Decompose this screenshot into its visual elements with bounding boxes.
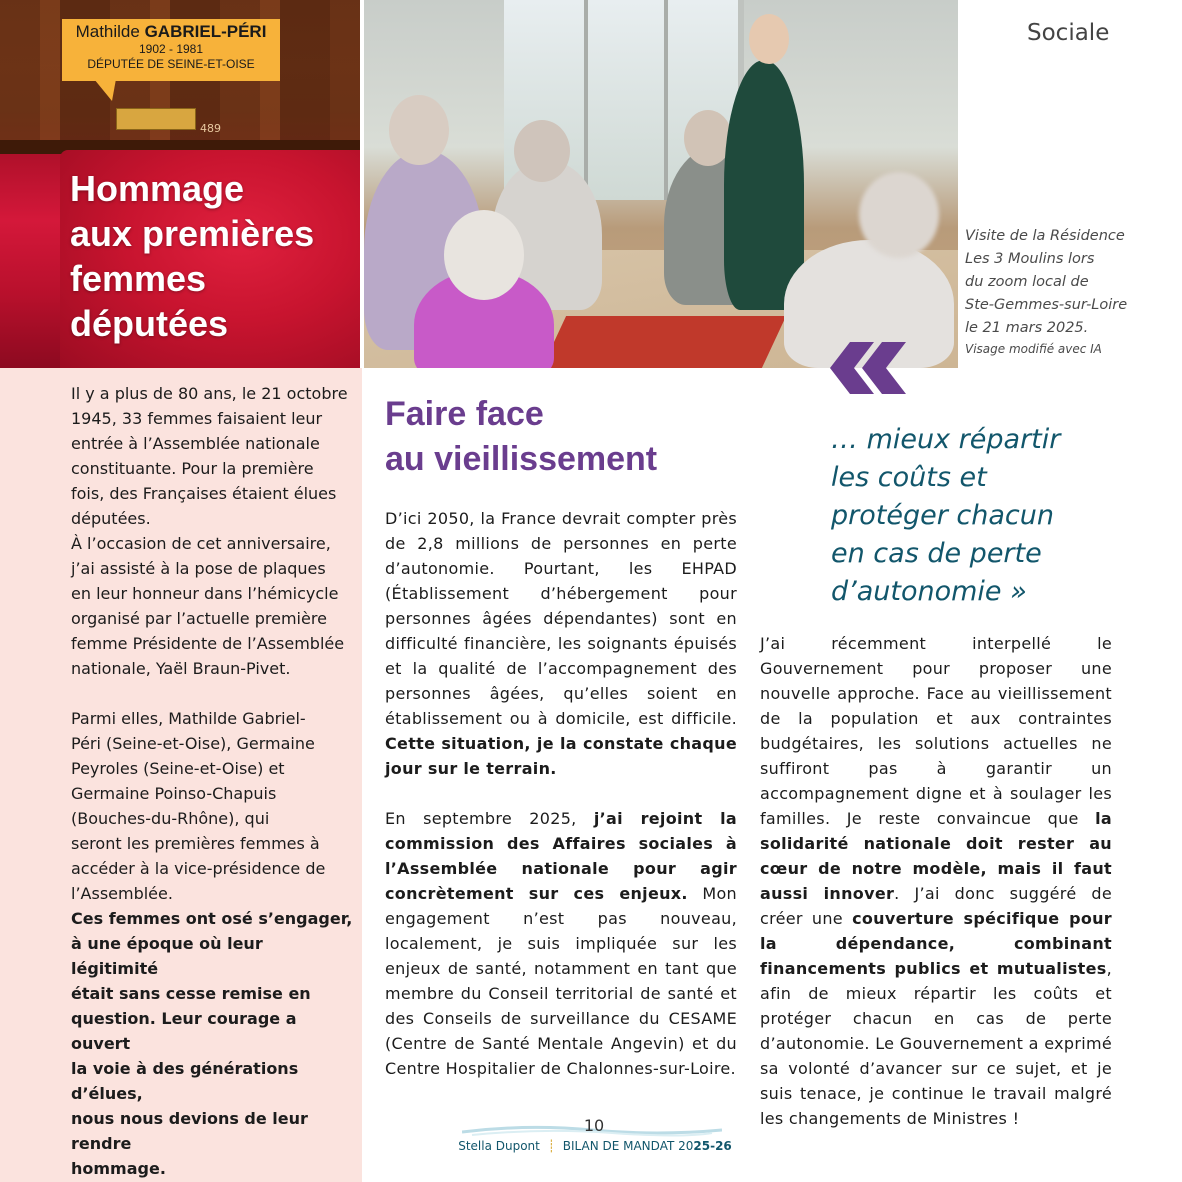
caption-line: le 21 mars 2025.: [965, 320, 1089, 336]
callout-last-name: GABRIEL-PÉRI: [144, 22, 267, 41]
title-line: aux premières: [70, 213, 315, 254]
resident-head: [514, 120, 570, 182]
body-line: 1945, 33 femmes faisaient leur: [71, 409, 323, 428]
body-text: D’ici 2050, la France devrait compter près de 2,8 millions de personnes en perte d’autonomie. Pourtant, les EHPAD (Établissement d’hébergement pour personnes âgées dépendantes) sont en difficulté financière, les soignants épuisés et la qualité de l’accompagnement des personnes âgées, qu’elles soient en établissement ou à domicile, est difficile.: [385, 509, 737, 728]
footer-separator: ┊: [547, 1139, 555, 1153]
body-text: . J’ai donc suggéré de créer une: [760, 884, 1113, 928]
bold-line: hommage.: [71, 1159, 166, 1178]
residence-visit-photo: [364, 0, 958, 368]
body-bold: Cette situation, je la constate chaque jour sur le terrain.: [385, 734, 737, 778]
caption-line: du zoom local de: [965, 274, 1089, 290]
bold-line: la voie à des générations d’élues,: [71, 1059, 299, 1103]
quote-line: … mieux répartir: [831, 424, 1061, 455]
title-line: au vieillissement: [385, 440, 658, 478]
vieillissement-title: [385, 392, 725, 482]
hommage-title: [70, 166, 350, 346]
honor-plaque: [116, 108, 196, 130]
title-line: Faire face: [385, 395, 544, 433]
footer-doc-year: 25-26: [693, 1139, 732, 1153]
resident-head: [389, 95, 449, 165]
bold-line: nous nous devions de leur rendre: [71, 1109, 308, 1153]
body-line: en leur honneur dans l’hémicycle: [71, 584, 339, 603]
vieillissement-body: [385, 506, 737, 1081]
callout-years: 1902 - 1981: [138, 42, 204, 56]
body-line: députées.: [71, 509, 151, 528]
body-line: Il y a plus de 80 ans, le 21 octobre: [71, 384, 348, 403]
quote-mark-icon: [830, 342, 912, 394]
resident-head: [444, 210, 524, 300]
body-line: Peyroles (Seine-et-Oise) et: [71, 759, 285, 778]
body-text: En septembre 2025,: [385, 809, 577, 828]
caption-line: Les 3 Moulins lors: [965, 251, 1095, 267]
callout-role: DÉPUTÉE DE SEINE-ET-OISE: [87, 57, 255, 71]
body-bold: j’ai rejoint la commission des Affaires sociales à l’Assemblée nationale pour agir concrètement sur ces enjeux.: [385, 809, 737, 903]
body-line: constituante. Pour la première: [71, 459, 314, 478]
body-line: Germaine Poinso-Chapuis: [71, 784, 277, 803]
body-text: Mon engagement n’est pas nouveau, localement, je suis impliquée sur les enjeux de santé, notamment en tant que membre du Conseil territorial de santé et des Conseils de surveillance du CESAME (Centre de Santé Mentale Angevin) et du Centre Hospitalier de Chalonnes-sur-Loire.: [385, 884, 737, 1078]
body-line: femme Présidente de l’Assemblée: [71, 634, 345, 653]
bold-line: à une époque où leur légitimité: [71, 934, 263, 978]
caption-line: Ste-Gemmes-sur-Loire: [965, 297, 1128, 313]
quote-line: les coûts et: [831, 462, 987, 493]
pull-quote: [831, 421, 1131, 611]
deputy-head: [749, 14, 789, 64]
bold-line: question. Leur courage a ouvert: [71, 1009, 297, 1053]
title-line: députées: [70, 303, 229, 344]
body-line: Péri (Seine-et-Oise), Germaine: [71, 734, 315, 753]
body-line: j’ai assisté à la pose de plaques: [71, 559, 326, 578]
page-number: 10: [583, 1116, 605, 1135]
gouvernement-body: [760, 631, 1112, 1131]
body-line: Parmi elles, Mathilde Gabriel-: [71, 709, 306, 728]
photo-caption: [965, 225, 1175, 340]
body-line: (Bouches-du-Rhône), qui: [71, 809, 270, 828]
section-label: Sociale: [1027, 20, 1110, 46]
ai-note: Visage modifié avec IA: [965, 342, 1102, 356]
bold-line: était sans cesse remise en: [71, 984, 311, 1003]
seat-number: 489: [200, 122, 221, 135]
paragraph-gap: [385, 781, 737, 806]
bold-line: Ces femmes ont osé s’engager,: [71, 909, 353, 928]
quote-line: en cas de perte: [831, 538, 1042, 569]
title-line: femmes: [70, 258, 207, 299]
body-line: accéder à la vice-présidence de: [71, 859, 326, 878]
footer-author: Stella Dupont: [458, 1139, 540, 1153]
body-line: entrée à l’Assemblée nationale: [71, 434, 320, 453]
title-line: Hommage: [70, 168, 245, 209]
callout-first-name: Mathilde: [75, 22, 140, 41]
quote-line: d’autonomie »: [831, 576, 1027, 607]
plaque-callout: [62, 19, 280, 81]
callout-name: [62, 22, 280, 42]
body-line: À l’occasion de cet anniversaire,: [71, 534, 331, 553]
body-bold: la solidarité nationale doit rester au cœur de notre modèle, mais il faut aussi innover: [760, 809, 1112, 903]
body-text: J’ai récemment interpellé le Gouvernement pour proposer une nouvelle approche. Face au vieillissement de la population et aux contraintes budgétaires, les solutions actuelles ne suffiront pas à garantir un accompagnement digne et à soulager les familles. Je reste convaincue que: [760, 634, 1112, 828]
footer-doc-title: BILAN DE MANDAT 20: [562, 1139, 694, 1153]
card-mat: [542, 316, 786, 368]
body-line: seront les premières femmes à: [71, 834, 320, 853]
deputy-standing: [724, 60, 804, 310]
quote-line: protéger chacun: [831, 500, 1054, 531]
body-line: nationale, Yaël Braun-Pivet.: [71, 659, 291, 678]
hommage-body: [71, 381, 353, 1181]
body-line: l’Assemblée.: [71, 884, 173, 903]
resident-head-blurred: [859, 172, 939, 258]
caption-line: Visite de la Résidence: [965, 228, 1125, 244]
body-line: fois, des Françaises étaient élues: [71, 484, 337, 503]
body-bold: couverture spécifique pour la dépendance, combinant financements publics et mutualistes: [760, 909, 1113, 978]
footer: [0, 1139, 1182, 1153]
paragraph-gap: [71, 681, 353, 706]
body-line: organisé par l’actuelle première: [71, 609, 327, 628]
body-text: , afin de mieux répartir les coûts et protéger chacun en cas de perte d’autonomie. Le Gouvernement a exprimé sa volonté d’avancer sur ce sujet, et je suis tenace, je continue le travail malgré les changements de Ministres !: [760, 959, 1112, 1128]
